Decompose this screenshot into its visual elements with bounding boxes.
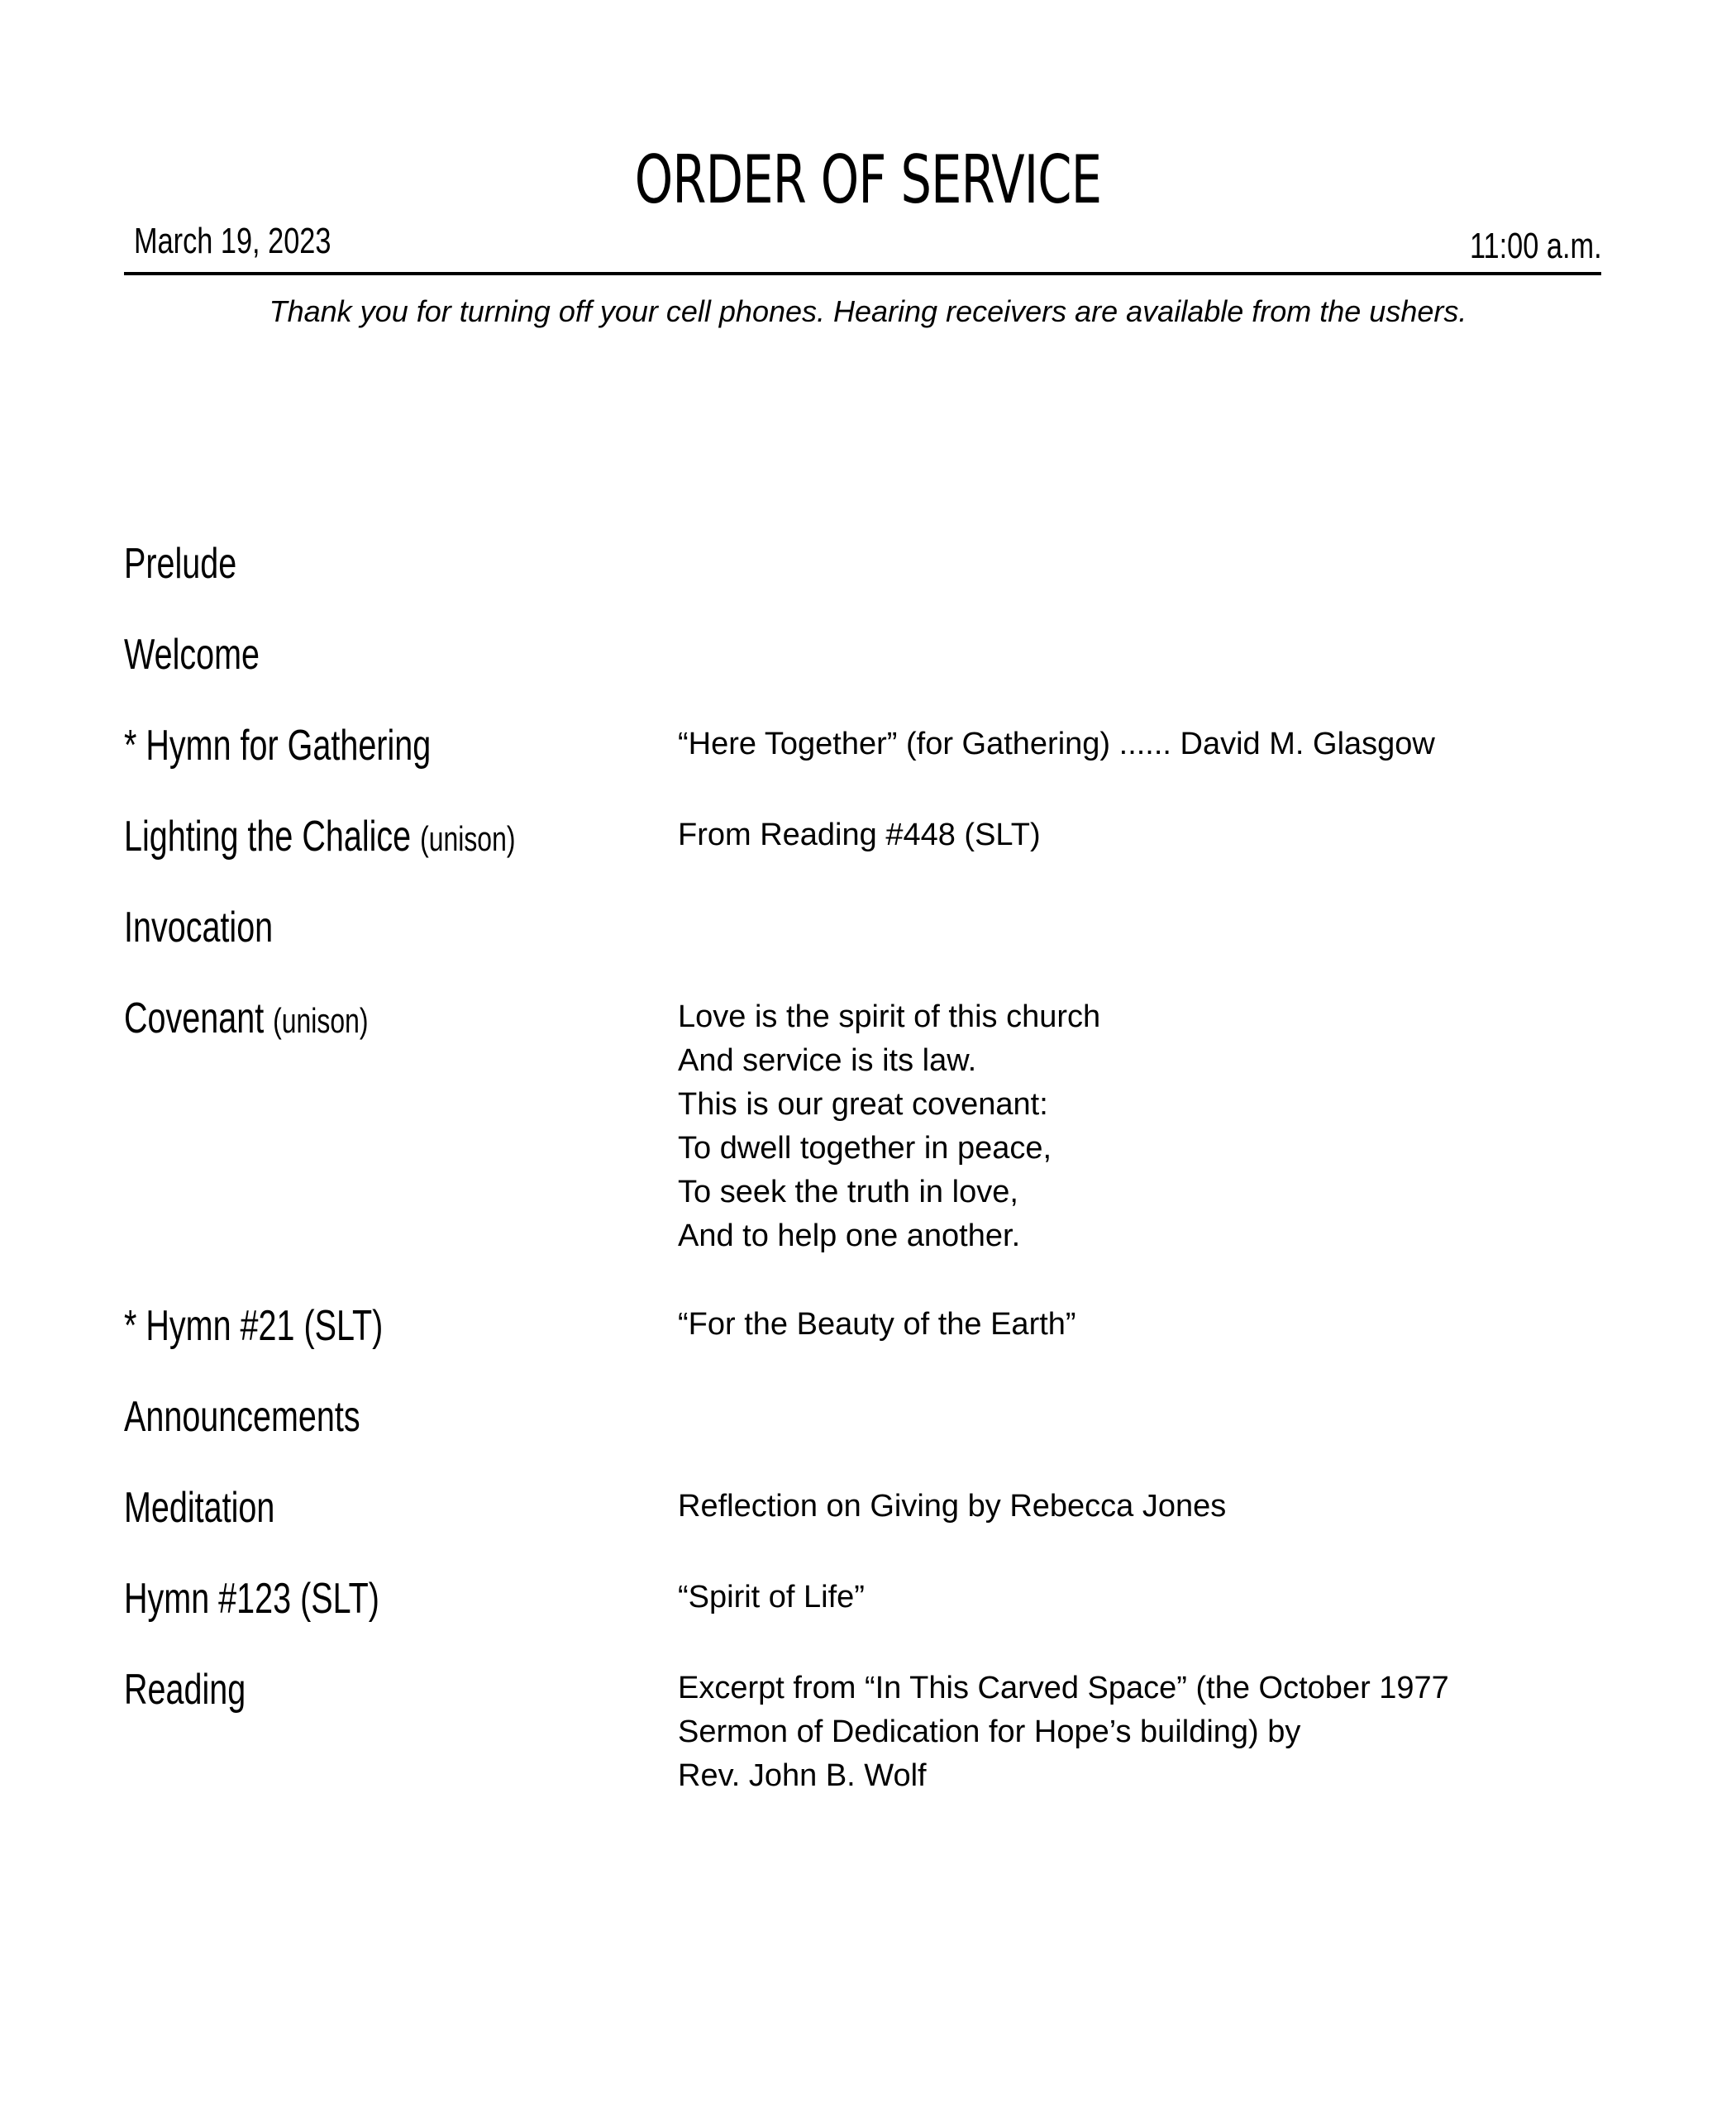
service-item-title: Welcome (124, 631, 260, 679)
service-item-label (124, 1574, 379, 1624)
service-item-label (124, 1301, 383, 1351)
service-item-label (124, 994, 368, 1046)
detail-line: “Here Together” (for Gathering) ...... David M. Glasgow (678, 727, 1435, 761)
detail-line: To dwell together in peace, (678, 1131, 1052, 1166)
page-title: ORDER OF SERVICE (634, 141, 1102, 218)
service-item-title: Reading (124, 1666, 246, 1714)
detail-line: And to help one another. (678, 1219, 1021, 1253)
service-item-detail (678, 723, 1435, 766)
notice-text: Thank you for turning off your cell phones. Hearing receivers are available from the ushers. (269, 294, 1467, 328)
service-item-label (124, 1483, 274, 1533)
service-item-title: Announcements (124, 1393, 360, 1441)
service-item-detail (678, 1667, 1449, 1798)
service-item-title: Prelude (124, 540, 237, 588)
service-item-detail (678, 813, 1041, 857)
service-date: March 19, 2023 (134, 221, 331, 261)
service-item-detail (678, 995, 1100, 1258)
service-item-label (124, 539, 236, 589)
detail-line: Sermon of Dedication for Hope’s building) by (678, 1715, 1301, 1749)
service-item-detail (678, 1485, 1226, 1529)
service-item-title: * Hymn #21 (SLT) (124, 1302, 384, 1350)
service-item-detail (678, 1303, 1076, 1347)
detail-line: Excerpt from “In This Carved Space” (the October 1977 (678, 1671, 1449, 1705)
service-item-label (124, 1665, 246, 1715)
service-time: 11:00 a.m. (1470, 226, 1602, 266)
service-item-title: Covenant (124, 994, 265, 1042)
detail-line: “Spirit of Life” (678, 1580, 865, 1614)
service-item-label (124, 1392, 360, 1442)
service-item-title: * Hymn for Gathering (124, 722, 432, 770)
service-item-detail (678, 1576, 865, 1619)
detail-line: This is our great covenant: (678, 1087, 1048, 1122)
service-item-note: (unison) (420, 819, 516, 858)
detail-line: Love is the spirit of this church (678, 999, 1101, 1034)
service-item-title: Invocation (124, 904, 274, 951)
service-item-note: (unison) (273, 1001, 369, 1040)
detail-line: “For the Beauty of the Earth” (678, 1307, 1076, 1342)
detail-line: And service is its law. (678, 1043, 977, 1078)
header-divider (124, 272, 1601, 275)
detail-line: Rev. John B. Wolf (678, 1758, 927, 1793)
service-item-label (124, 721, 431, 770)
detail-line: Reflection on Giving by Rebecca Jones (678, 1489, 1227, 1524)
service-item-label (124, 812, 515, 864)
service-item-title: Meditation (124, 1484, 275, 1532)
service-item-label (124, 630, 260, 680)
service-item-label (124, 903, 273, 952)
detail-line: To seek the truth in love, (678, 1175, 1018, 1209)
service-item-title: Hymn #123 (SLT) (124, 1575, 379, 1623)
detail-line: From Reading #448 (SLT) (678, 818, 1041, 852)
service-item-title: Lighting the Chalice (124, 813, 412, 861)
